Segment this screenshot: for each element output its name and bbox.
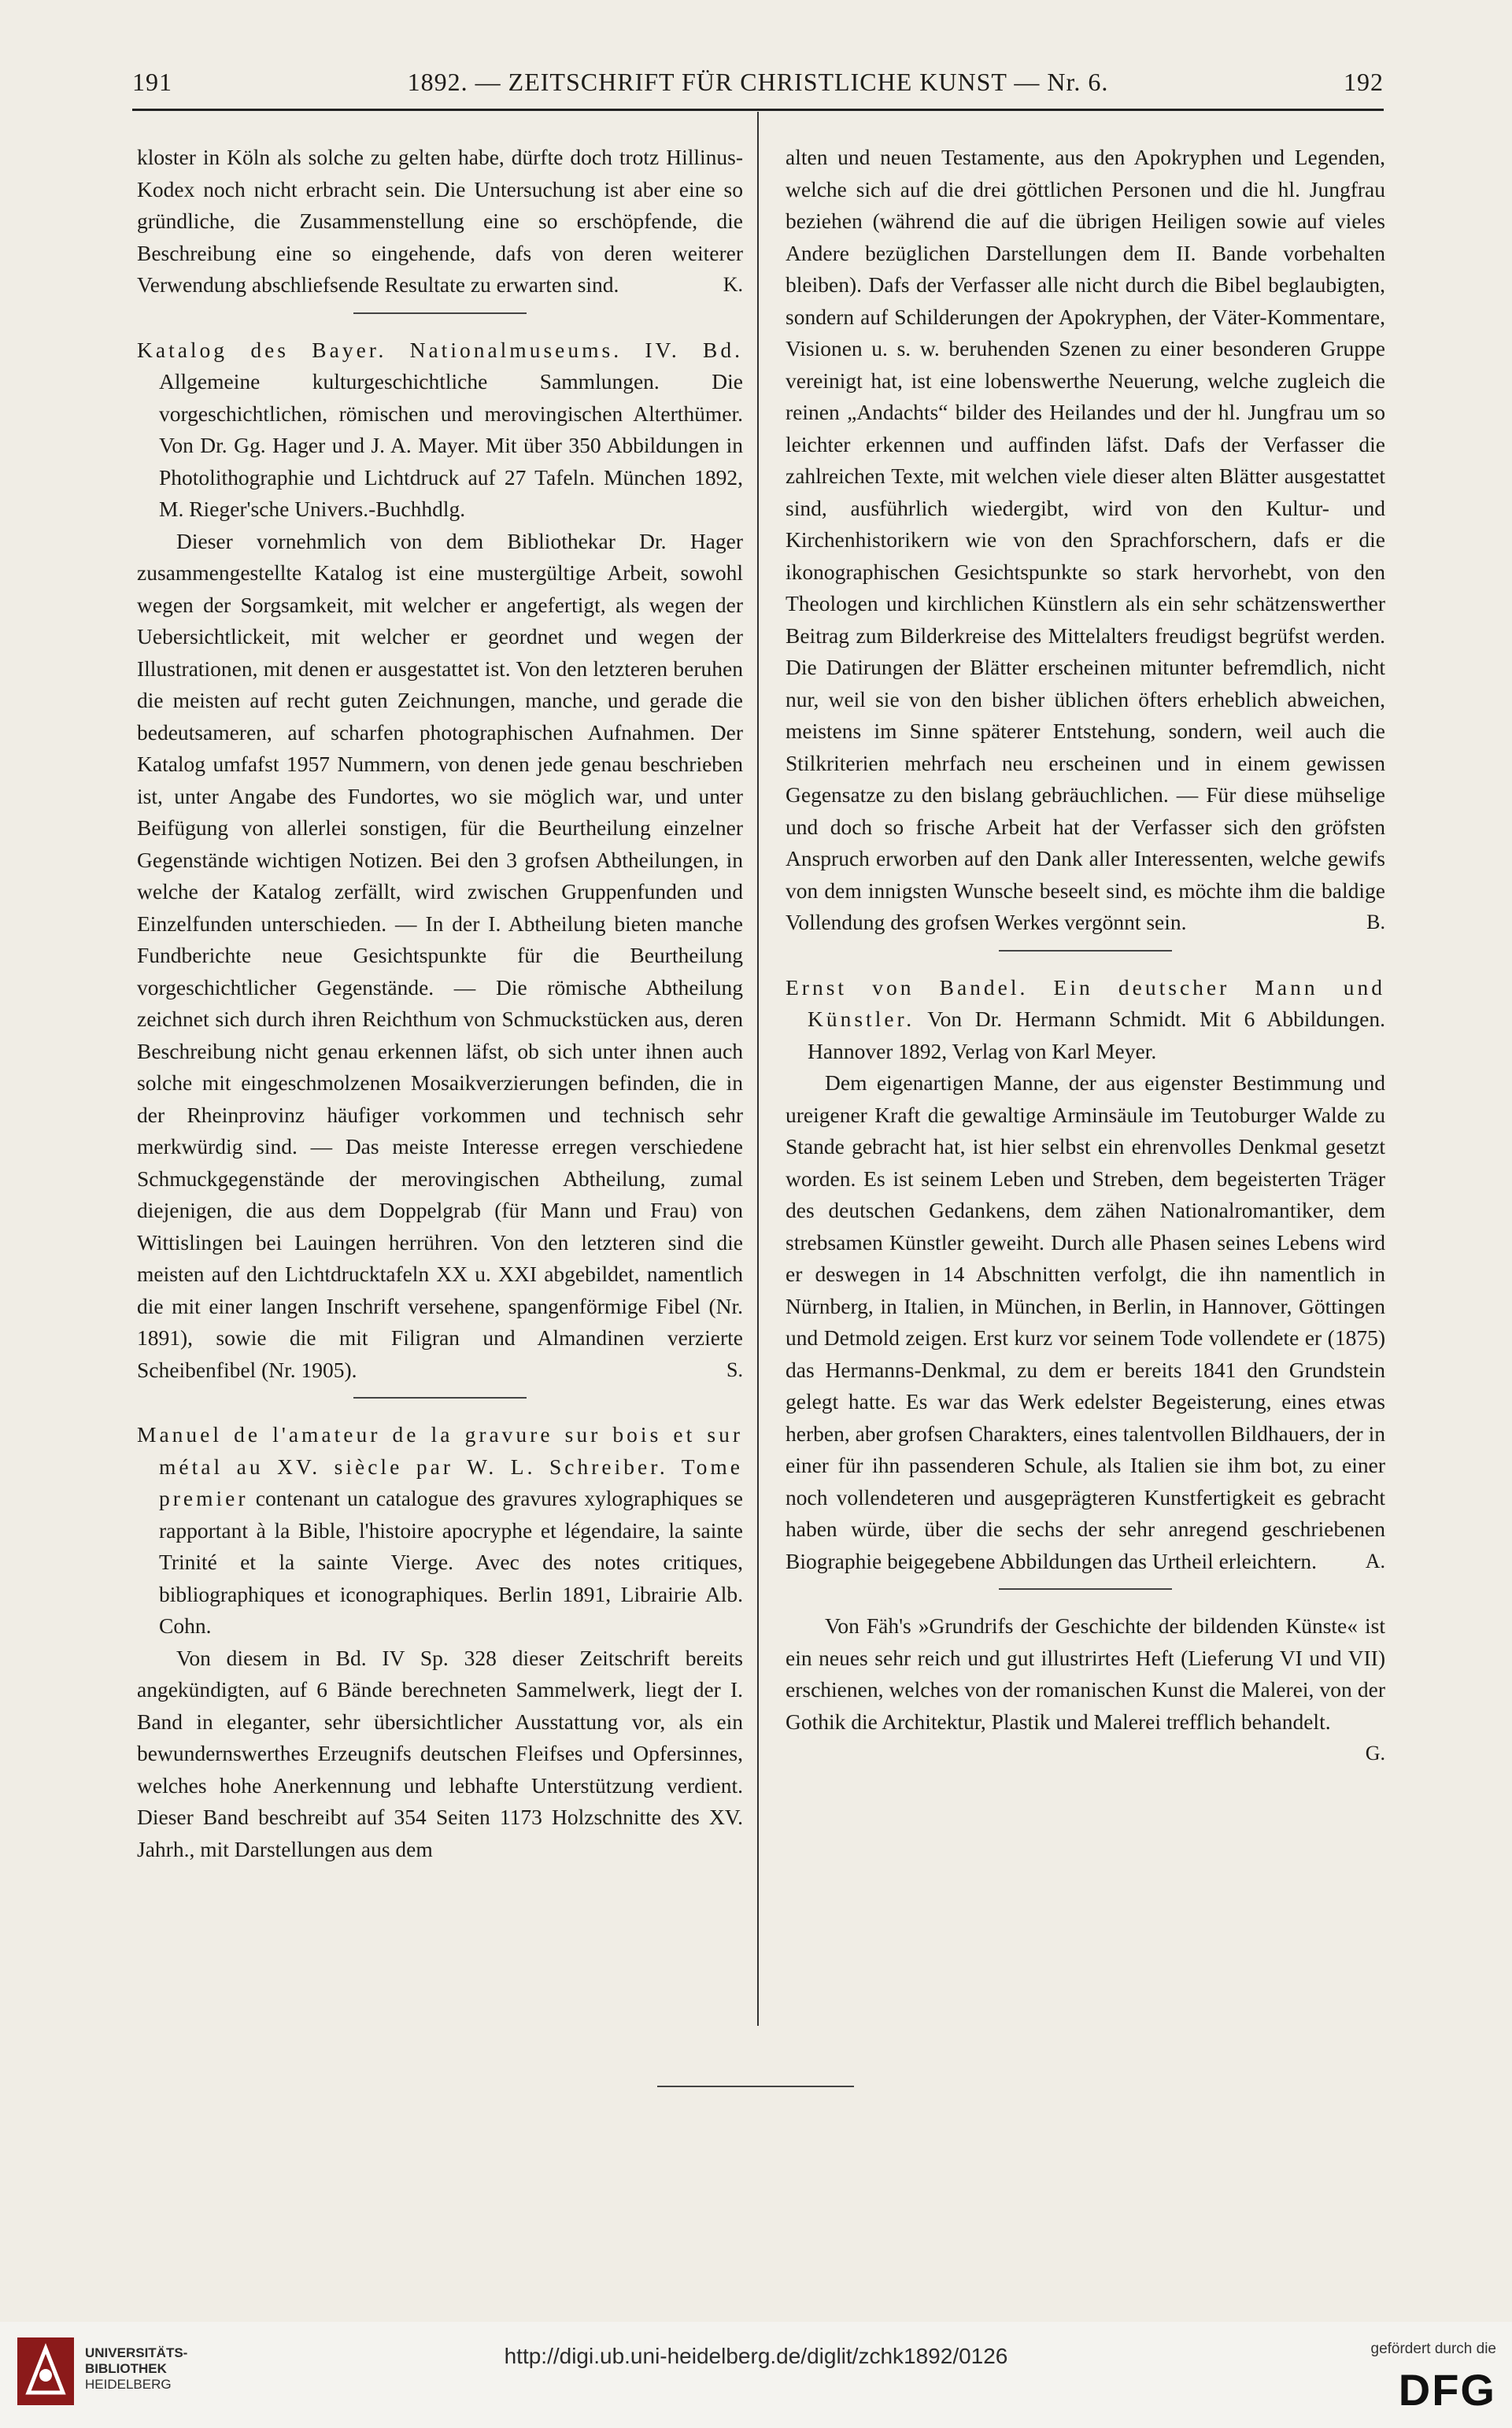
- review-2-text: Dieser vornehmlich von dem Bibliothekar Dr. Hager zusammengestellte Katalog ist eine mustergültige Arbeit, sowohl wegen der Sorgsamkeit, mit welcher er angefertigt, als wegen der Uebersichtlickeit, mit welcher er geordnet und wegen der Illustrationen, mit denen er ausgestattet ist. Von den letzteren beruhen die meisten auf recht guten Zeichnungen, manche, und gerade die bedeutsameren, auf scharfen photographischen Aufnahmen. Der Katalog umfafst 1957 Nummern, von denen jede genau beschrieben ist, unter Angabe des Fundortes, wo sie möglich war, und unter Beifügung von allerlei sonstigen, für die Beurtheilung einzelner Gegenstände wichtigen Notizen. Bei den 3 grofsen Abtheilungen, in welche der Katalog zerfällt, wird zwischen Gruppenfunden und Einzelfunden unterschieden. — In der I. Abtheilung bieten manche Fundberichte neue Gesichtspunkte für die Beurtheilung vorgeschichtlicher Gegenstände. — Die römische Abtheilung zeichnet sich durch ihren Reichthum von Schmuckstücken aus, deren Beschreibung nicht genau erkennen läfst, ob sich unter ihnen auch solche mit eingeschmolzenen Mosaikverzierungen befinden, die in der Rheinprovinz häufiger vorkommen und technisch sehr merkwürdig sind. — Das meiste Interesse erregen verschiedene Schmuckgegenstände der merovingischen Abtheilung, zumal diejenigen, die aus dem Doppelgrab (für Mann und Frau) von Wittislingen bei Lauingen herrühren. Von den letzteren sind die meisten auf den Lichtdrucktafeln XX u. XXI abgebildet, namentlich die mit einer langen Inschrift versehene, spangenförmige Fibel (Nr. 1891), sowie die mit Filigran und Almandinen verzierte Scheibenfibel (Nr. 1905).: [137, 528, 743, 1382]
- review-2-body: [137, 526, 743, 1387]
- review-5-body: [786, 1067, 1385, 1577]
- page-header: [132, 68, 1384, 102]
- review-3-body: Von diesem in Bd. IV Sp. 328 dieser Zeitschrift bereits angekündigten, auf 6 Bände berechneten Sammelwerk, liegt der I. Band in eleganter, sehr übersichtlicher Ausstattung vor, als ein bewundernswerthes Erzeugnifs deutschen Fleifses und Opfersinnes, welches hohe Anerkennung und lebhafte Unterstützung verdient. Dieser Band beschreibt auf 354 Seiten 1173 Holzschnitte des XV. Jahrh., mit Darstellungen aus dem: [137, 1645, 743, 1861]
- header-rule: [132, 109, 1384, 111]
- separator: [999, 1588, 1172, 1590]
- review-5-text: Dem eigenartigen Manne, der aus eigenster Bestimmung und ureigener Kraft die gewaltige Arminsäule im Teutoburger Walde zu Stande gebracht hat, ist hier selbst ein ehrenvolles Denkmal gesetzt worden. Es ist seinem Leben und Streben, dem begeisterten Träger des deutschen Gedankens, dem zähen Nationalromantiker, dem strebsamen Künstler geweiht. Durch alle Phasen seines Lebens wird er deswegen in 14 Abschnitten verfolgt, die ihn namentlich in Nürnberg, in Italien, in München, in Berlin, in Hannover, Göttingen und Detmold zeigen. Erst kurz vor seinem Tode vollendete er (1875) das Hermanns-Denkmal, zu dem er bereits 1841 den Grundstein gelegt hatte. Es war das Werk edelster Begeisterung, eines etwas herben, aber grofsen Charakters, eines talentvollen Bildhauers, der in einer für ihn passenderen Schule, als Italien sie ihm bot, zu einer noch vollendeteren und ausgeprägteren Kunstfertigkeit es gebracht haben würde, über die sechs der sehr anregend geschriebenen Biographie beigegebene Abbildungen das Urtheil erleichtern.: [786, 1070, 1385, 1573]
- review-3-title: Manuel de l'amateur de la gravure sur bois et sur métal au XV. siècle par W. L. Schreiber. Tome premier: [137, 1422, 743, 1510]
- dfg-logo: DFG: [1398, 2365, 1496, 2415]
- review-5-meta: Von Dr. Hermann Schmidt. Mit 6 Abbildungen. Hannover 1892, Verlag von Karl Meyer.: [808, 1007, 1385, 1063]
- review-4-continuation: [786, 142, 1385, 939]
- review-1-signature: K.: [723, 273, 743, 296]
- review-3-meta: contenant un catalogue des gravures xylographiques se rapportant à la Bible, l'histoire apocryphe et légendaire, la sainte Trinité et la sainte Vierge. Avec des notes critiques, bibliographiques et iconographiques. Berlin 1891, Librairie Alb. Cohn.: [159, 1486, 743, 1638]
- review-4-text: alten und neuen Testamente, aus den Apokryphen und Legenden, welche sich auf die drei göttlichen Personen und die hl. Jungfrau beziehen (während die auf die übrigen Heiligen sowie auf vieles Andere bezüglichen Darstellungen dem II. Bande vorbehalten bleiben). Dafs der Verfasser alle nicht durch die Bibel beglaubigten, sondern auf Schilderungen der Apokryphen, der Väter-Kommentare, Visionen u. s. w. beruhenden Szenen zu einer besonderen Gruppe vereinigt hat, ist eine lobenswerthe Neuerung, welche zugleich die reinen „Andachts“ bilder des Heilandes und der hl. Jungfrau um so leichter erkennen und auffinden läfst. Dafs der Verfasser die zahlreichen Texte, mit welchen viele dieser alten Blätter ausgestattet sind, ausführlich wiedergibt, wird von den Kultur- und Kirchenhistorikern wie von den Sprachforschern, dafs er die ikonographischen Gesichtspunkte so stark hervorhebt, von den Theologen und kirchlichen Künstlern als ein sehr schätzenswerther Beitrag zum Bilderkreise des Mittelalters freudigst begrüfst werden. Die Datirungen der Blätter erscheinen mitunter befremdlich, nicht nur, weil sie von den bisher üblichen öfters erheblich abweichen, meistens im Sinne späterer Entstehung, sondern, weil auch die Stilkriterien mehrfach neu erscheinen und in einem gewissen Gegensatze zu den bislang gebräuchlichen. — Für diese mühselige und doch so frische Arbeit hat der Verfasser sich den gröfsten Anspruch erworben auf den Dank aller Interessenten, welche gewifs von dem innigsten Wunsche beseelt sind, es möchte ihm die baldige Vollendung des grofsen Werkes vergönnt sein.: [786, 145, 1385, 934]
- review-2-meta: Allgemeine kulturgeschichtliche Sammlungen. Die vorgeschichtlichen, römischen und merovingischen Alterthümer. Von Dr. Gg. Hager und J. A. Mayer. Mit über 350 Abbildungen in Photolithographie und Lichtdruck auf 27 Tafeln. München 1892, M. Rieger'sche Univers.-Buchhdlg.: [159, 369, 743, 521]
- library-name-line2: BIBLIOTHEK: [85, 2361, 167, 2376]
- separator: [999, 950, 1172, 952]
- review-2-title: Katalog des Bayer. Nationalmuseums. IV. Bd.: [137, 337, 743, 362]
- digitization-footer: [0, 2322, 1512, 2428]
- running-title: 1892. — ZEITSCHRIFT FÜR CHRISTLICHE KUNST — Nr. 6.: [407, 68, 1109, 96]
- separator: [353, 312, 527, 314]
- page-number-right: 192: [1344, 68, 1384, 96]
- left-column: [137, 142, 743, 1865]
- review-6-text: Von Fäh's »Grundrifs der Geschichte der bildenden Künste« ist ein neues sehr reich und gut illustrirtes Heft (Lieferung VI und VII) erschienen, welches von der romanischen Kunst die Malerei, von der Gothik die Architektur, Plastik und Malerei trefflich behandelt.: [786, 1613, 1385, 1734]
- review-5-heading: [786, 972, 1385, 1068]
- column-divider: [757, 112, 759, 2026]
- separator: [353, 1397, 527, 1399]
- review-5-title: Ernst von Bandel. Ein deutscher Mann und Künstler.: [786, 974, 1385, 1031]
- review-2-signature: S.: [726, 1358, 743, 1381]
- permalink-url[interactable]: http://digi.ub.uni-heidelberg.de/diglit/zchk1892/0126: [504, 2344, 1008, 2368]
- right-column: [786, 142, 1385, 1770]
- page-number-left: 191: [132, 68, 172, 96]
- review-1-continuation: [137, 142, 743, 301]
- library-name-line3: HEIDELBERG: [85, 2377, 172, 2392]
- review-3-heading: [137, 1419, 743, 1643]
- funded-by-label: gefördert durch die: [1370, 2341, 1496, 2357]
- review-4-signature: B.: [1366, 911, 1385, 933]
- review-6-body: [786, 1610, 1385, 1765]
- review-2-heading: [137, 334, 743, 526]
- bottom-rule: [657, 2086, 854, 2087]
- library-name-line1: UNIVERSITÄTS-: [85, 2345, 188, 2360]
- review-5-signature: A.: [1365, 1549, 1385, 1572]
- review-1-text: kloster in Köln als solche zu gelten habe, dürfte doch trotz Hillinus-Kodex noch nicht erbracht sein. Die Untersuchung ist aber eine so gründliche, die Zusammenstellung eine so erschöpfende, die Beschreibung eine so eingehende, dafs von deren weiterer Verwendung abschliefsende Resultate zu erwarten sind.: [137, 145, 743, 297]
- review-6-signature: G.: [1365, 1742, 1385, 1765]
